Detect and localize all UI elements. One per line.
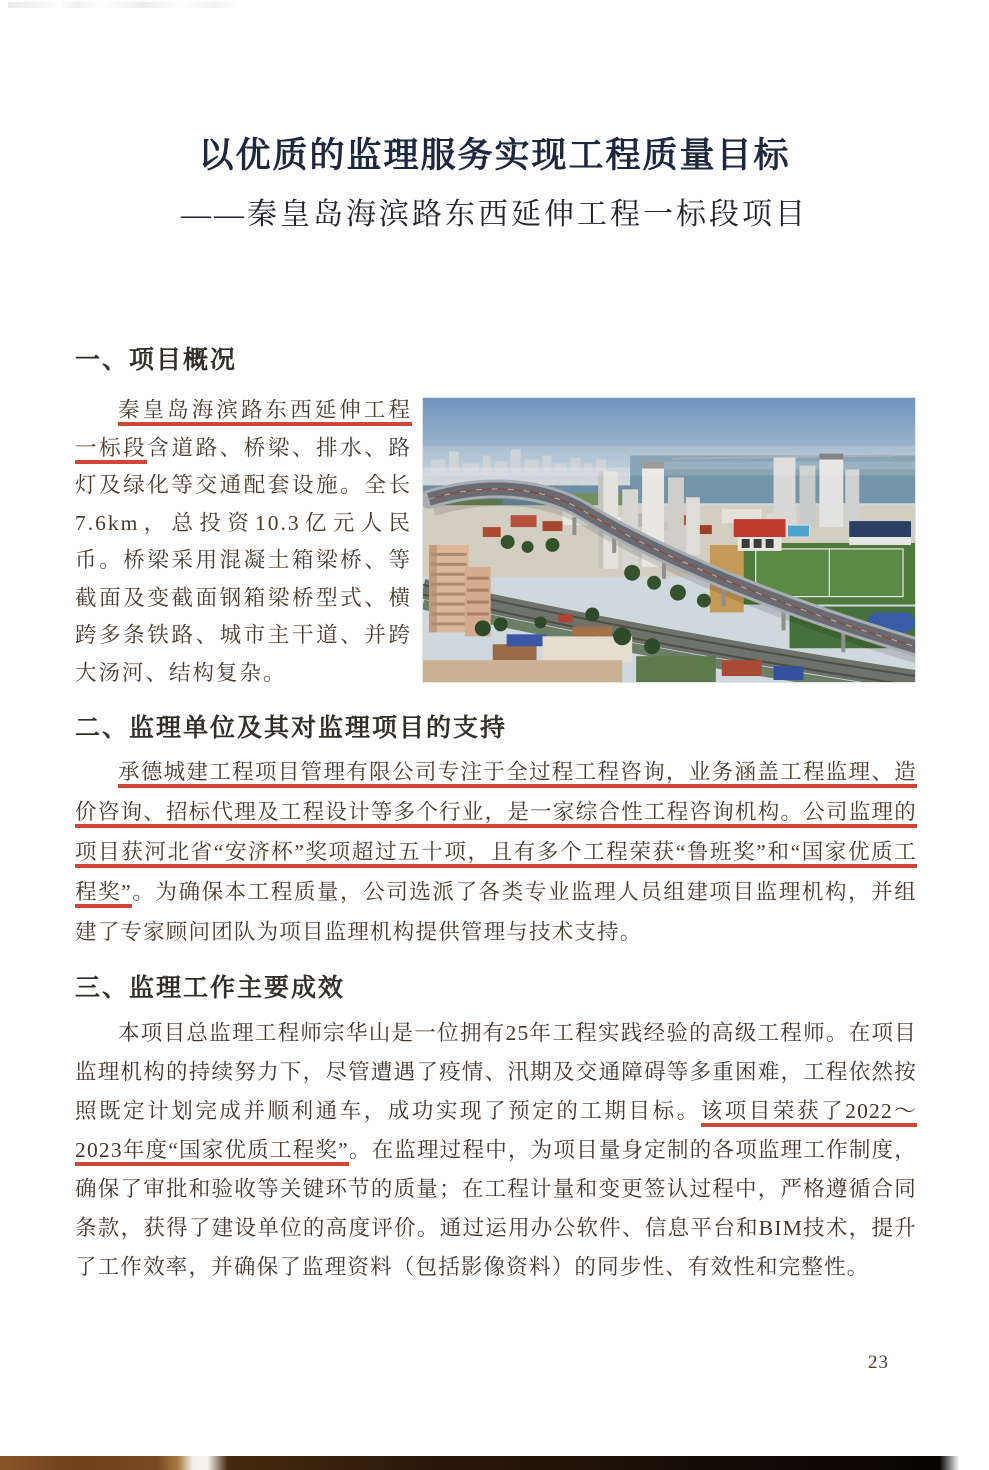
aerial-photo-illustration xyxy=(423,398,915,682)
scan-smudge xyxy=(8,2,238,8)
red-underlined-text: 该项目荣获了2022～2023年度“国家优质工程奖” xyxy=(75,1099,917,1166)
aerial-photo xyxy=(422,397,916,683)
red-underlined-text: 秦皇岛海滨路东西延伸工程一标段 xyxy=(75,398,412,464)
body-text: 。在监理过程中，为项目量身定制的各项监理工作制度，确保了审批和验收等关键环节的质量；在工程计量和变更签认过程中，严格遵循合同条款，获得了建设单位的高度评价。通过运用办公软件、信息平台和BIM技术，提升了工作效率，并确保了监理资料（包括影像资料）的同步性、有效性和完整性。 xyxy=(75,1138,917,1279)
section-1-content xyxy=(75,392,916,692)
body-text: 本项目总监理工程师宗华山是一位拥有25年工程实践经验的高级工程师。在项目监理机构的持续努力下，尽管遭遇了疫情、汛期及交通障碍等多重困难，工程依然按照既定计划完成并顺利通车，成功实现了预定的工期目标。 xyxy=(75,1021,917,1123)
section-2-paragraph xyxy=(75,752,917,952)
section-3-paragraph xyxy=(75,1014,917,1287)
page-number: 23 xyxy=(868,1352,889,1373)
page-title: 以优质的监理服务实现工程质量目标 xyxy=(198,136,791,175)
red-underlined-text: 承德城建工程项目管理有限公司专注于全过程工程咨询，业务涵盖工程监理、造价咨询、招标代理及工程设计等多个行业，是一家综合性工程咨询机构。公司监理的项目获河北省“安济杯”奖项超过五十项，且有多个工程荣获“鲁班奖”和“国家优质工程奖” xyxy=(75,760,917,908)
section-heading-1: 一、项目概况 xyxy=(75,346,238,374)
page-subtitle: ——秦皇岛海滨路东西延伸工程一标段项目 xyxy=(181,198,808,231)
section-1-paragraph xyxy=(75,392,412,692)
scan-edge-artifact xyxy=(0,1456,989,1470)
body-text: 。为确保本工程质量，公司选派了各类专业监理人员组建项目监理机构，并组建了专家顾问团队为项目监理机构提供管理与技术支持。 xyxy=(75,880,917,944)
section-heading-3: 三、监理工作主要成效 xyxy=(75,974,346,1002)
section-heading-2: 二、监理单位及其对监理项目的支持 xyxy=(75,714,508,742)
body-text: 含道路、桥梁、排水、路灯及绿化等交通配套设施。全长7.6km，总投资10.3亿元人民币。桥梁采用混凝土箱梁桥、等截面及变截面钢箱梁桥型式、横跨多条铁路、城市主干道、并跨大汤河、结构复杂。 xyxy=(75,435,412,685)
